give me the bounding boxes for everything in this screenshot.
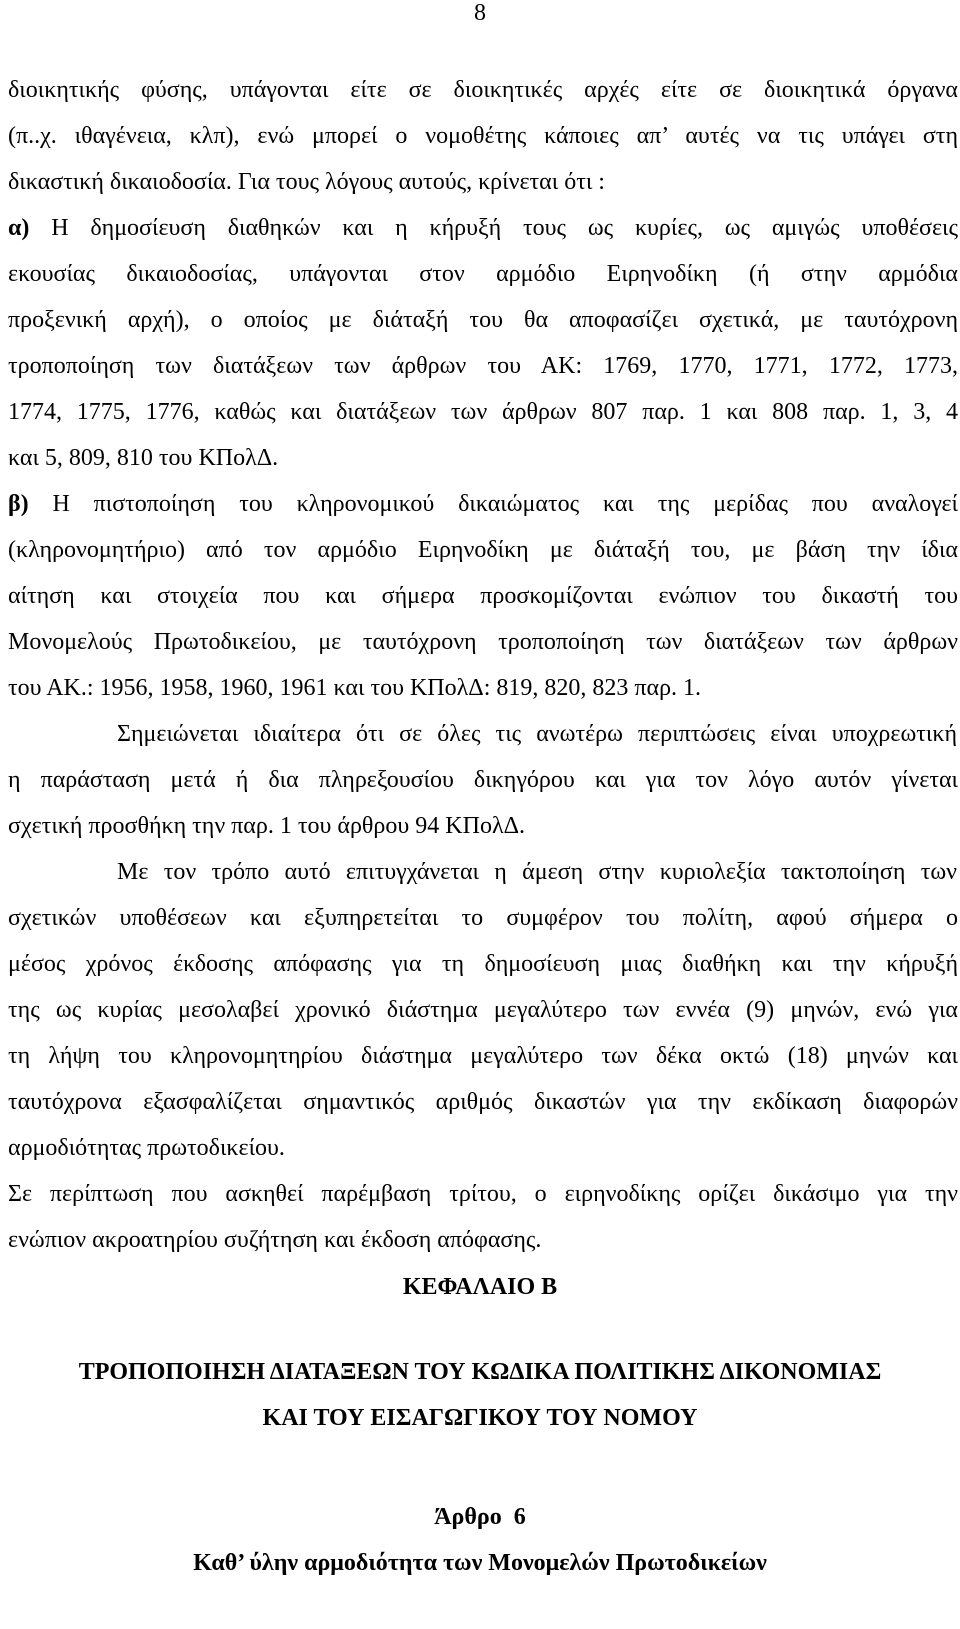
page-number: 8 [474, 0, 486, 26]
text-line: Με τον τρόπο αυτό επιτυγχάνεται η άμεση στην κυριολεξία τακτοποίηση των [117, 859, 957, 885]
article-heading: Άρθρο 6 [434, 1504, 526, 1530]
text-line: του ΑΚ.: 1956, 1958, 1960, 1961 και του ΚΠολΔ: 819, 820, 823 παρ. 1. [8, 675, 702, 701]
item-a-line [8, 213, 958, 243]
item-b-text: Η πιστοποίηση του κληρονομικού δικαιώματος και της μερίδας που αναλογεί [52, 491, 958, 517]
text-line: εκουσίας δικαιοδοσίας, υπάγονται στον αρμόδιο Ειρηνοδίκη (ή στην αρμόδια [8, 261, 958, 287]
chapter-title-line-1: ΤΡΟΠΟΠΟΙΗΣΗ ΔΙΑΤΑΞΕΩΝ ΤΟΥ ΚΩΔΙΚΑ ΠΟΛΙΤΙΚΗΣ ΔΙΚΟΝΟΜΙΑΣ [78, 1359, 882, 1385]
item-a-text: Η δημοσίευση διαθηκών και η κήρυξή τους ως κυρίες, ως αμιγώς υποθέσεις [51, 215, 959, 241]
text-line: αίτηση και στοιχεία που και σήμερα προσκομίζονται ενώπιον του δικαστή του [8, 583, 958, 609]
text-line: διοικητικής φύσης, υπάγονται είτε σε διοικητικές αρχές είτε σε διοικητικά όργανα [8, 77, 958, 103]
text-line: αρμοδιότητας πρωτοδικείου. [8, 1135, 285, 1161]
text-line: της ως κυρίας μεσολαβεί χρονικό διάστημα μεγαλύτερο των εννέα (9) μηνών, ενώ για [8, 997, 958, 1023]
item-b-line [8, 489, 958, 519]
text-line: (κληρονομητήριο) από τον αρμόδιο Ειρηνοδίκη με διάταξή του, με βάση την ίδια [8, 537, 958, 563]
item-a-label: α) [8, 215, 30, 241]
text-line: δικαστική δικαιοδοσία. Για τους λόγους αυτούς, κρίνεται ότι : [8, 169, 605, 195]
item-b-label: β) [8, 491, 29, 517]
text-line: Σημειώνεται ιδιαίτερα ότι σε όλες τις ανωτέρω περιπτώσεις είναι υποχρεωτική [117, 721, 957, 747]
text-line: Σε περίπτωση που ασκηθεί παρέμβαση τρίτου, ο ειρηνοδίκης ορίζει δικάσιμο για την [8, 1181, 958, 1207]
text-line: σχετικών υποθέσεων και εξυπηρετείται το συμφέρον του πολίτη, αφού σήμερα ο [8, 905, 958, 931]
text-line: η παράσταση μετά ή δια πληρεξουσίου δικηγόρου και για τον λόγο αυτόν γίνεται [8, 767, 958, 793]
chapter-title-line-2: ΚΑΙ ΤΟΥ ΕΙΣΑΓΩΓΙΚΟΥ ΤΟΥ ΝΟΜΟΥ [262, 1405, 698, 1431]
text-line: Μονομελούς Πρωτοδικείου, με ταυτόχρονη τροποποίηση των διατάξεων των άρθρων [8, 629, 958, 655]
text-line: (π..χ. ιθαγένεια, κλπ), ενώ μπορεί ο νομοθέτης κάποιες απ’ αυτές να τις υπάγει στη [8, 123, 958, 149]
text-line: τη λήψη του κληρονομητηρίου διάστημα μεγαλύτερο των δέκα οκτώ (18) μηνών και [8, 1043, 958, 1069]
text-line: 1774, 1775, 1776, καθώς και διατάξεων των άρθρων 807 παρ. 1 και 808 παρ. 1, 3, 4 [8, 399, 958, 425]
text-line: μέσος χρόνος έκδοσης απόφασης για τη δημοσίευση μιας διαθήκη και την κήρυξή [8, 951, 958, 977]
text-line: ενώπιον ακροατηρίου συζήτηση και έκδοση απόφασης. [8, 1227, 542, 1253]
text-line: προξενική αρχή), ο οποίος με διάταξή του θα αποφασίζει σχετικά, με ταυτόχρονη [8, 307, 958, 333]
text-line: και 5, 809, 810 του ΚΠολΔ. [8, 445, 279, 471]
chapter-heading: ΚΕΦΑΛΑΙΟ Β [402, 1274, 558, 1300]
text-line: σχετική προσθήκη την παρ. 1 του άρθρου 94 ΚΠολΔ. [8, 813, 526, 839]
text-line: τροποποίηση των διατάξεων των άρθρων του ΑΚ: 1769, 1770, 1771, 1772, 1773, [8, 353, 958, 379]
text-line: ταυτόχρονα εξασφαλίζεται σημαντικός αριθμός δικαστών για την εκδίκαση διαφορών [8, 1089, 958, 1115]
article-subtitle: Καθ’ ύλην αρμοδιότητα των Μονομελών Πρωτοδικείων [193, 1550, 767, 1576]
